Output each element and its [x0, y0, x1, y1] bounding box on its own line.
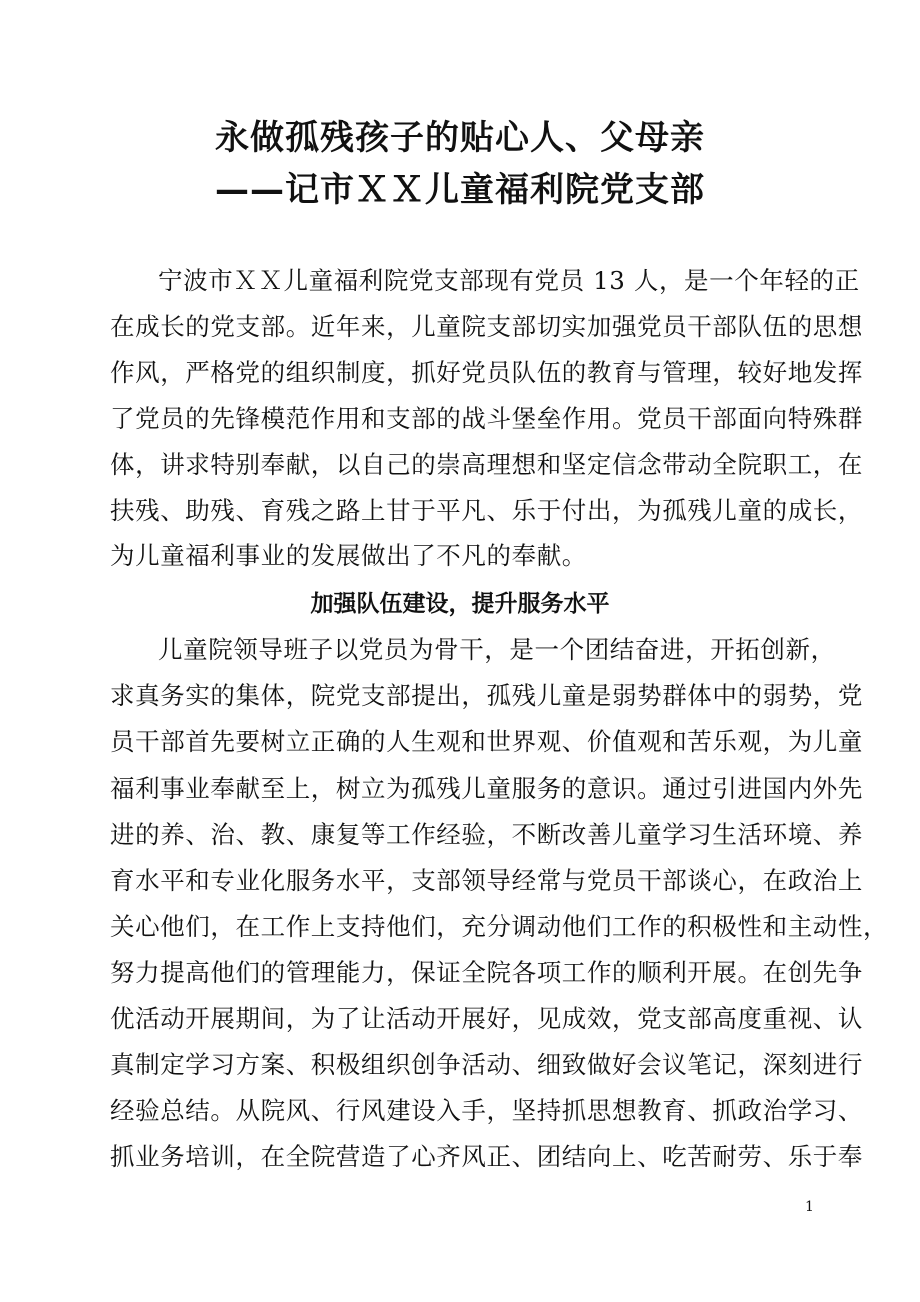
- paragraph-2-line: 抓业务培训，在全院营造了心齐风正、团结向上、吃苦耐劳、乐于奉: [110, 1142, 863, 1171]
- paragraph-2-line: 努力提高他们的管理能力，保证全院各项工作的顺利开展。在创先争: [110, 958, 863, 987]
- title-main: 永做孤残孩子的贴心人、父母亲: [215, 118, 705, 158]
- paragraph-2-line: 优活动开展期间，为了让活动开展好，见成效，党支部高度重视、认: [110, 1004, 863, 1033]
- paragraph-2-line: 员干部首先要树立正确的人生观和世界观、价值观和苦乐观，为儿童: [110, 727, 863, 756]
- paragraph-2-line: 关心他们，在工作上支持他们，充分调动他们工作的积极性和主动性，: [110, 912, 889, 941]
- paragraph-1-line: 体，讲求特别奉献，以自己的崇高理想和坚定信念带动全院职工，在: [110, 450, 863, 479]
- title-subtitle: ——记市ＸＸ儿童福利院党支部: [215, 170, 705, 210]
- paragraph-1-line: 扶残、助残、育残之路上甘于平凡、乐于付出，为孤残儿童的成长，: [110, 496, 863, 525]
- paragraph-2-line: 真制定学习方案、积极组织创争活动、细致做好会议笔记，深刻进行: [110, 1050, 863, 1079]
- paragraph-2-line: 福利事业奉献至上，树立为孤残儿童服务的意识。通过引进国内外先: [110, 774, 863, 803]
- paragraph-1-line: 宁波市ＸＸ儿童福利院党支部现有党员 13 人，是一个年轻的正: [158, 266, 860, 295]
- paragraph-1-line: 作风，严格党的组织制度，抓好党员队伍的教育与管理，较好地发挥: [110, 358, 863, 387]
- paragraph-1-line: 在成长的党支部。近年来，儿童院支部切实加强党员干部队伍的思想: [110, 312, 863, 341]
- page-number: 1: [805, 1199, 814, 1215]
- paragraph-2-line: 育水平和专业化服务水平，支部领导经常与党员干部谈心，在政治上: [110, 866, 863, 895]
- paragraph-1-line: 为儿童福利事业的发展做出了不凡的奉献。: [110, 541, 587, 570]
- paragraph-2-line: 经验总结。从院风、行风建设入手，坚持抓思想教育、抓政治学习、: [110, 1096, 863, 1125]
- paragraph-1-line: 了党员的先锋模范作用和支部的战斗堡垒作用。党员干部面向特殊群: [110, 404, 863, 433]
- paragraph-2-line: 儿童院领导班子以党员为骨干，是一个团结奋进，开拓创新，: [158, 635, 836, 664]
- paragraph-2-line: 求真务实的集体，院党支部提出，孤残儿童是弱势群体中的弱势，党: [110, 681, 863, 710]
- section-heading: 加强队伍建设，提升服务水平: [310, 591, 610, 617]
- document-title: [0, 112, 920, 216]
- paragraph-2-line: 进的养、治、教、康复等工作经验，不断改善儿童学习生活环境、养: [110, 820, 863, 849]
